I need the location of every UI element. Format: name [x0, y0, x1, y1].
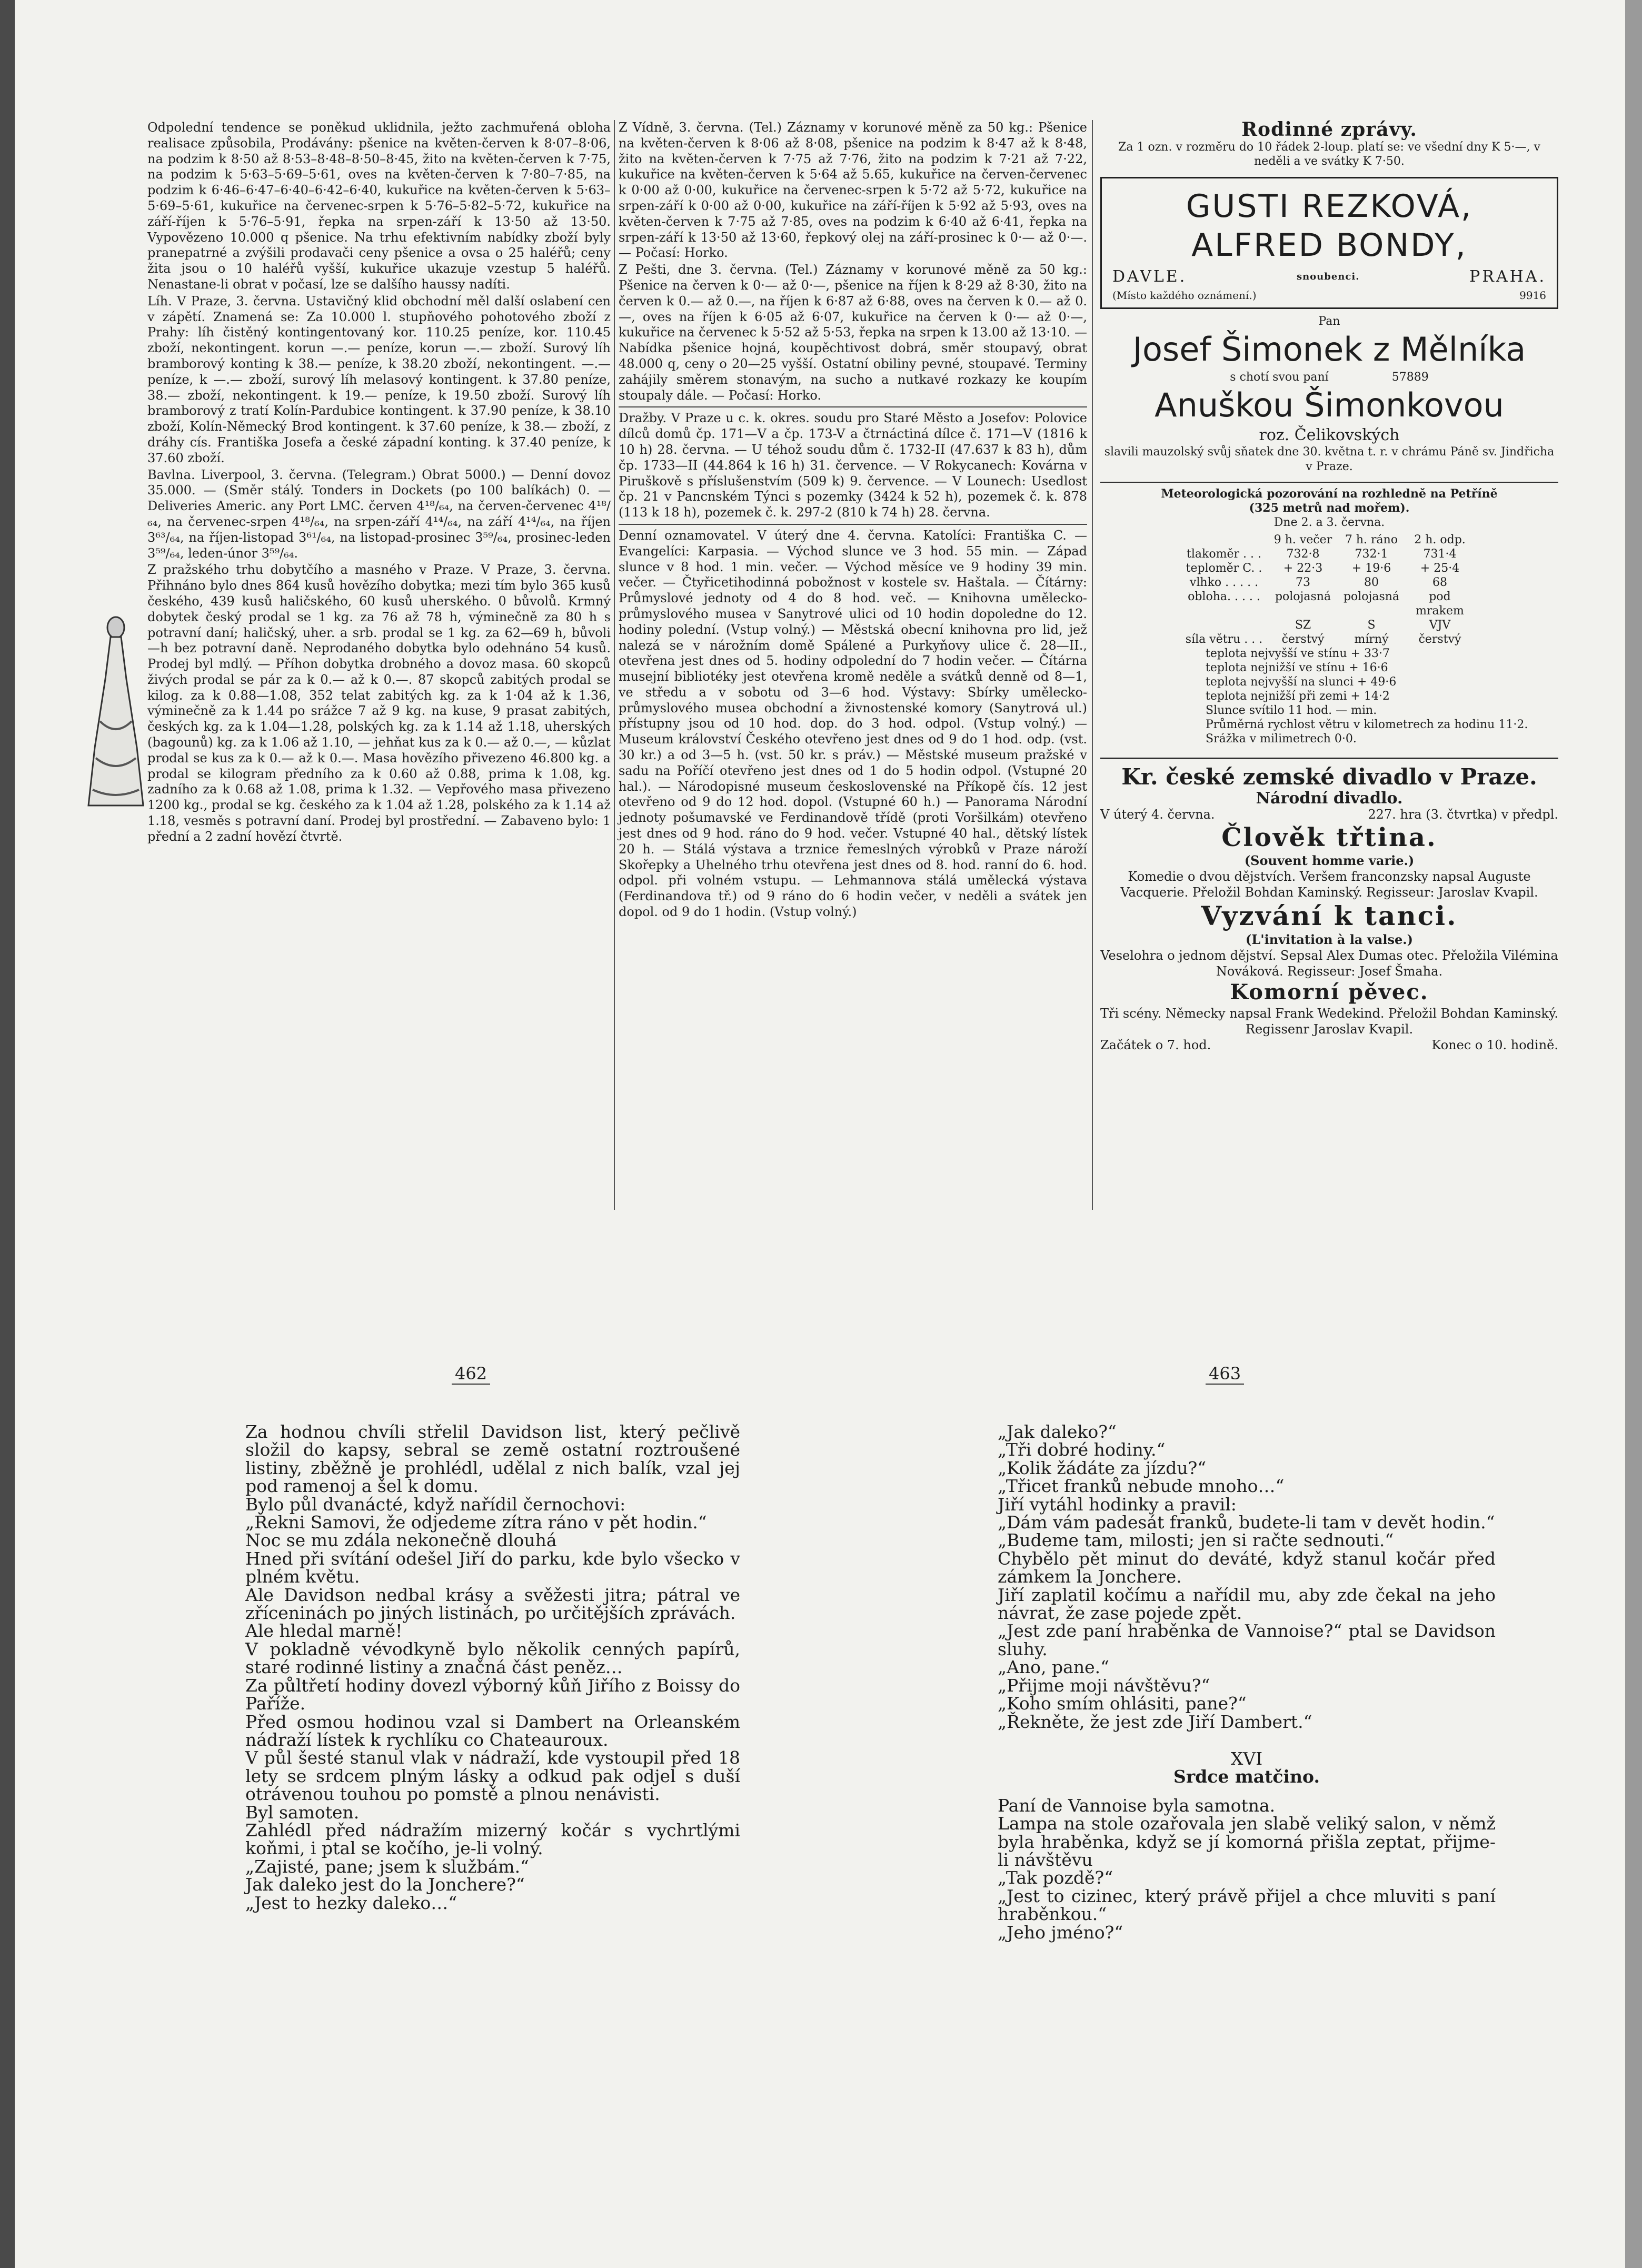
- market-paragraph: Z Pešti, dne 3. června. (Tel.) Záznamy v korunové měně za 50 kg.: Pšenice na červen k 0·— až 0·—, pšenice na říjen k 8·29 až 8·30, žito na červen k 0.— až 0.—, na říjen k 6·87 až 6·88, oves na červen k 0.— až 0.—, oves na říjen k 6·05 až 6·07, kukuřice na červen k 0·— až 0·—, kukuřice na červenec k 5·52 až 5·53, řepka na srpen k 13.00 až 13·10. — Nabídka pšenice hojná, koupěchtivost dobrá, směr stoupavý, obrat 48.000 q, ceny o 20—25 vyšší. Ostatní obiliny pevné, stoupavé. Terminy zahájily směrem stonavým, na sucho a nutkavé rozkazy ke koupím stoupaly dále. — Počasí: Horko.: [619, 262, 1087, 403]
- meteo-cell: obloha. . . . .: [1188, 590, 1260, 604]
- scan-edge-right: [1625, 0, 1642, 2268]
- meteo-cell: + 19·6: [1351, 562, 1391, 575]
- book-line: V pokladně vévodkyně bylo několik cenných papírů, staré rodinné listiny a značná část peněz…: [245, 1638, 740, 1678]
- play3-title: Komorní pěvec.: [1230, 980, 1429, 1005]
- book-line: „Dám vám padesát franků, budete-li tam v devět hodin.“: [998, 1512, 1495, 1533]
- book-line: „Budeme tam, milosti; jen si račte sednouti.“: [998, 1530, 1394, 1551]
- play2-title: Vyzvání k tanci.: [1201, 900, 1458, 932]
- book-line: „Jest to hezky daleko…“: [245, 1892, 457, 1913]
- scan-edge-left: [0, 0, 15, 2268]
- ad-rates: Za 1 ozn. v rozměru do 10 řádek 2-loup. platí se: ve všední dny K 5·—, v neděli a ve svátky K 7·50.: [1118, 140, 1540, 168]
- meteo-extra: Slunce svítilo 11 hod. — min.: [1206, 704, 1377, 718]
- book-line: „Jak daleko?“: [998, 1421, 1117, 1442]
- book-line: Noc se mu zdála nekonečně dlouhá: [245, 1530, 557, 1551]
- meteo-cell: 80: [1364, 576, 1379, 590]
- notice-footnote: (Místo každého oznámení.): [1112, 289, 1257, 302]
- wedding-number: 57889: [1391, 371, 1429, 384]
- book-line: „Ano, pane.“: [998, 1657, 1109, 1678]
- daily-announcer-paragraph: Denní oznamovatel. V úterý dne 4. června. Katolíci: Františka C. — Evangelíci: Karpasia. — Východ slunce ve 3 hod. 55 min. — Západ slunce v 8 hod. 1 min. večer. — Východ měsíce ve 9 hodiny 39 min. večer. — Čtyřicetihodinná pobožnost v kostele sv. Haštala. — Čítárny: Průmyslové jednoty od 4 do 8 hod. več. — Knihovna umělecko-průmyslového musea v Sanytrové ulici od 10 hodin dopoledne do 12. hodiny polední. (Vstup volný.) — Městská obecní knihovna pro lid, jež nalezá se v nárožním domě Spálené a Purkyňovy ulice č. 28—II., otevřena jest dnes od 5. hodiny odpolední do 7 hodin večer. — Čítárna musejní bibliotéky jest otevřena kromě neděle a svátků denně od 8—1, ve středu a v sobotu od 3—6 hod. Výstavy: Sbírky umělecko-průmyslového musea obchodní a živnostenské komory (Sanytrová ul.) přístupny jsou od 10 hod. dop. do 3 hod. odpol. (Vstup volný.) — Museum království Českého otevřeno jest dnes od 9 do 1 hod. odp. (vst. 30 kr.) a od 3—5 h. (vst. 50 kr. s práv.) — Městské museum pražské v sadu na Poříčí otevřeno jest dnes od 1 do 5 hodin odpol. (Vstupné 20 hal.). — Národopisné museum československé na Příkopě čís. 12 jest otevřeno od 9 do 12 hod. dopol. (Vstupné 60 h.) — Panorama Národní jednoty pošumavské ve Ferdinandově třídě (proti Voršilkám) otevřeno jest dnes od 9 hod. ráno do 9 hod. večer. Vstupné 40 hal., dětský lístek 20 h. — Stálá výstava a trznice řemeslných výrobků v Praze nároží Skořepky a Uhelného trhu otevřena jest dnes od 8. hod. ranní do 6. hod. odpol. při volném vstupu. — Lehmannova stálá umělecká výstava (Ferdinandova tř.) od 9 ráno do 6 hodin večer, v neděli a svátek jen dopol. od 9 do 1 hodin. (Vstup volný.): [619, 528, 1087, 920]
- meteo-cell: [1179, 618, 1269, 632]
- market-paragraph: Líh. V Praze, 3. června. Ustavičný klid obchodní měl další oslabení cen v zápětí. Znamená se: Za 10.000 l. stupňového pohotového zboží z Prahy: líh čistěný kontingentovaný kor. 110.25 peníze, kor. 110.45 zboží, nekontingent. korun —.— peníze, korun —.— zboží. Surový líh bramborový konting k 38.— peníze, k 38.20 zboží, nekontingent. —.— peníze, k —.— zboží, surový líh melasový kontingent. k 37.80 peníze, 38.— zboží, nekontingent. k 19.— peníze, k 19.50 zboží. Surový líh bramborový z tratí Kolín-Pardubice kontingent. k 37.90 peníze, k 38.10 zboží, Kolín-Německý Brod kontingent. k 37.60 peníze, k 38.— zboží, z dráhy cís. Františka Josefa a české západní konting. k 37.40 peníze, k 37.60 zboží.: [147, 293, 611, 465]
- meteo-cell: síla větru . . .: [1185, 633, 1263, 646]
- market-column-1: [147, 120, 611, 846]
- meteo-title: Meteorologická pozorování na rozhledně na Petříně: [1161, 487, 1498, 501]
- book-line: Jak daleko jest do la Jonchere?“: [245, 1874, 525, 1895]
- meteo-cell: polojasná: [1343, 590, 1400, 604]
- meteo-cell: 732·1: [1355, 548, 1388, 561]
- meteo-section: [1100, 482, 1558, 746]
- place-left: DAVLE.: [1112, 267, 1187, 286]
- book-line: Lampa na stole ozařovala jen slabě veliký salon, v němž byla hraběnka, když se jí komorná přišla zeptat, přijme-li návštěvu: [998, 1813, 1496, 1870]
- market-paragraph: Z Vídně, 3. června. (Tel.) Záznamy v korunové měně za 50 kg.: Pšenice na květen-červen k 8·06 až 8·08, pšenice na podzim k 8·47 až k 8·48, žito na květen-červen k 7·75 až 7·76, žito na podzim k 7·21 až 7·22, kukuřice na květen-červen k 5·64 až 5.65, kukuřice na červen-červenec k 0·00 až 0·00, kukuřice na červenec-srpen k 5·72 až 5·72, kukuřice na srpen-září k 0·00 až 0·00, kukuřice na září-říjen k 5·92 až 5·93, oves na květen-červen k 7·75 až 7·85, oves na podzim k 6·40 až 6·41, řepka na srpen-září k 13·50 až 13·60, řepkový olej na září-prosinec k 0·— až 0·—. — Počasí: Horko.: [619, 120, 1087, 261]
- book-line: „Jest zde paní hraběnka de Vannoise?“ ptal se Davidson sluhy.: [998, 1620, 1496, 1659]
- book-line: Jiří zaplatil kočímu a nařídil mu, aby zde čekal na jeho návrat, že zase pojede zpět.: [998, 1584, 1496, 1624]
- meteo-subtitle: (325 metrů nad mořem).: [1249, 501, 1410, 515]
- wedding-notice: [1100, 314, 1558, 474]
- theatre-sub: Národní divadlo.: [1256, 789, 1403, 808]
- theatre-heading: Kr. české zemské divadlo v Praze.: [1121, 764, 1537, 790]
- market-paragraph: Bavlna. Liverpool, 3. června. (Telegram.) Obrat 5000.) — Denní dovoz 35.000. — (Směr stálý. Tonders in Dockets (po 100 balíkách) 0. — Deliveries Americ. any Port LMC. červen 4¹⁸/₆₄, na červen-červenec 4¹⁸/₆₄, na červenec-srpen 4¹⁸/₆₄, na srpen-září 4¹⁴/₆₄, na září 4¹⁴/₆₄, na říjen 3⁶³/₆₄, na říjen-listopad 3⁶¹/₆₄, na listopad-prosinec 3⁵⁹/₆₄, prosinec-leden 3⁵⁹/₆₄, leden-únor 3⁵⁹/₆₄.: [147, 467, 611, 561]
- wedding-pan: Pan: [1318, 315, 1340, 329]
- bride-name: GUSTI REZKOVÁ,: [1186, 187, 1473, 225]
- meteo-extra: teplota nejnižší při zemi + 14·2: [1206, 690, 1390, 703]
- meteo-illustration: [79, 616, 153, 816]
- meteo-cell: 73: [1296, 576, 1310, 590]
- meteo-cell: 68: [1432, 576, 1447, 590]
- book-line: „Koho smím ohlásiti, pane?“: [998, 1693, 1247, 1714]
- meteo-extra: teplota nejnižší ve stínu + 16·6: [1206, 661, 1388, 675]
- meteo-cell: + 25·4: [1420, 562, 1460, 575]
- meteo-cell: S: [1367, 619, 1376, 632]
- book-line: Chybělo pět minut do deváté, když stanul kočár před zámkem la Jonchere.: [998, 1548, 1496, 1587]
- book-line: „Třicet franků nebude mnoho…“: [998, 1476, 1285, 1497]
- meteo-cell: 9 h. večer: [1273, 533, 1332, 547]
- meteo-cell: VJV: [1429, 619, 1451, 632]
- book-page-left: [245, 1423, 740, 1912]
- book-line: Jiří vytáhl hodinky a pravil:: [998, 1494, 1237, 1515]
- page-number-right: 463: [1206, 1364, 1244, 1384]
- meteo-extra: Srážka v milimetrech 0·0.: [1206, 732, 1357, 746]
- meteo-extra: teplota nejvyšší na slunci + 49·6: [1206, 675, 1397, 689]
- theatre-section: [1100, 758, 1558, 1053]
- book-line: „Přijme moji návštěvu?“: [998, 1675, 1210, 1696]
- book-line: Před osmou hodinou vzal si Dambert na Orleanském nádraží lístek k rychlíku co Chateauroux.: [245, 1711, 740, 1750]
- book-line: „Tak pozdě?“: [998, 1867, 1113, 1888]
- meteo-cell: mírný: [1354, 633, 1389, 646]
- meteo-dates: Dne 2. a 3. června.: [1273, 516, 1385, 530]
- meteo-cell: vlhko . . . . .: [1189, 576, 1259, 590]
- wedding-nee: roz. Čelikovských: [1259, 426, 1400, 445]
- column-divider: [1092, 120, 1093, 1210]
- market-column-2: [619, 120, 1087, 921]
- meteo-cell: 2 h. odp.: [1414, 533, 1466, 547]
- meteo-cell: SZ: [1295, 619, 1311, 632]
- play1-desc: Komedie o dvou dějstvích. Veršem franconzsky napsal Auguste Vacquerie. Přeložil Bohdan Kaminský. Regisseur: Jaroslav Kvapil.: [1120, 869, 1538, 900]
- notices-column: [1100, 120, 1558, 1053]
- wedding-groom: Josef Šimonek z Mělníka: [1132, 330, 1526, 369]
- meteo-cell: 731·4: [1423, 548, 1457, 561]
- groom-name: ALFRED BONDY,: [1191, 226, 1467, 264]
- meteo-cell: čerstvý: [1281, 633, 1325, 646]
- family-news-heading: Rodinné zprávy.: [1241, 118, 1417, 141]
- wedding-with: s chotí svou paní: [1230, 371, 1329, 384]
- book-line: Za půltřetí hodiny dovezl výborný kůň Jiřího z Boissy do Paříže.: [245, 1675, 740, 1714]
- theatre-date: V úterý 4. června.: [1100, 807, 1215, 822]
- play2-subtitle: (L'invitation à la valse.): [1246, 932, 1413, 948]
- book-line: „Zajisté, pane; jsem k službám.“: [245, 1856, 529, 1877]
- play1-subtitle: (Souvent homme varie.): [1244, 853, 1415, 869]
- book-line: V půl šesté stanul vlak v nádraží, kde vystoupil před 18 lety se srdcem plným lásky a odkud pak odjel s duší otrávenou touhou po pomstě a plnou nenávisti.: [245, 1747, 740, 1805]
- book-line: „Jeho jméno?“: [998, 1922, 1123, 1943]
- book-line: Zahlédl před nádražím mizerný kočár s vychrtlými koňmi, i ptal se kočího, je-li volný.: [245, 1819, 740, 1859]
- meteo-extra: teplota nejvyšší ve stínu + 33·7: [1206, 647, 1390, 661]
- meteo-cell: teploměr C. .: [1186, 562, 1262, 575]
- meteo-cell: čerstvý: [1418, 633, 1461, 646]
- book-line: Bylo půl dvanácté, když nařídil černochovi:: [245, 1494, 626, 1515]
- book-line: Hned při svítání odešel Jiří do parku, kde bylo všecko v plném květu.: [245, 1548, 740, 1587]
- meteo-extra: Průměrná rychlost větru v kilometrech za hodinu 11·2.: [1206, 718, 1528, 732]
- book-line: „Řekněte, že jest zde Jiří Dambert.“: [998, 1711, 1312, 1732]
- chapter-title: Srdce matčino.: [1173, 1766, 1320, 1787]
- book-line: Paní de Vannoise byla samotna.: [998, 1795, 1276, 1816]
- meteo-table: [1179, 533, 1558, 646]
- wedding-text: slavili mauzolský svůj sňatek dne 30. května t. r. v chrámu Páně sv. Jindřicha v Praze.: [1104, 445, 1555, 474]
- play2-desc: Veselohra o jednom dějství. Sepsal Alex Dumas otec. Přeložila Vilémina Nováková. Regisseur: Josef Šmaha.: [1100, 948, 1558, 979]
- theatre-end: Konec o 10. hodině.: [1431, 1038, 1558, 1053]
- market-paragraph: Z pražského trhu dobytčího a masného v Praze. V Praze, 3. června. Přihnáno bylo dnes 864 kusů hovězího dobytka; mezi tím bylo 365 kusů českého, 439 kusů haličského, 60 kusů uherského. 0 bůvolů. Krmný dobytek český prodal se 1 kg. za 76 až 78 h, výminečně za 80 h s potravní daní; haličský, uher. a srb. prodal se 1 kg. za 62—69 h, bůvoli —h bez potravní daně. Neprodaného dobytka bylo odehnáno 54 kusů. Prodej byl mdlý. — Příhon dobytka drobného a dovoz masa. 60 skopců živých prodal se pár za k 0.— až k 0.—. 87 skopců zabitých prodal se kilog. za k 0.88—1.08, 352 telat zabitých kg. za k 1·04 až k 1.36, výminečně za k 1.44 po srážce 7 až 9 kg. na kuse, 9 prasat zabitých, českých kg. za k 1.04—1.28, polských kg. za k 1.14 až 1.18, uherských (bagounů) kg. za k 1.06 až 1.10, — jehňat kus za k 0.— až 0.—, — kůzlat prodal se kus za k 0.— až k 0.—. Masa hovězího přivezeno 46.800 kg. a prodal se kilogram předního za k 0.60 až 0.88, prima k 1.08, kg. zadního za k 0.68 až 1.08, prima k 1.32. — Vepřového masa přivezeno 1200 kg., prodal se kg. českého za k 1.04 až 1.28, polského za k 1.14 až 1.18, vesměs s potravní daní. Prodej byl prostřední. — Zabaveno bylo: 1 přední a 2 zadní hovězí čtvrtě.: [147, 562, 611, 844]
- meteo-cell: pod mrakem: [1416, 590, 1464, 618]
- page-number-left: 462: [452, 1364, 490, 1384]
- meteo-cell: 732·8: [1286, 548, 1320, 561]
- place-right: PRAHA.: [1469, 267, 1546, 286]
- chapter-number: XVI: [1230, 1748, 1263, 1769]
- book-line: „Tři dobré hodiny.“: [998, 1439, 1166, 1460]
- column-divider: [614, 120, 615, 1210]
- engaged-label: snoubenci.: [1296, 271, 1360, 282]
- book-line: „Řekni Samovi, že odjedeme zítra ráno v pět hodin.“: [245, 1512, 707, 1533]
- meteo-cell: [1179, 533, 1269, 547]
- meteo-cell: 7 h. ráno: [1345, 533, 1398, 547]
- theatre-show: 227. hra (3. čtvrtka) v předpl.: [1368, 807, 1558, 822]
- auction-paragraph: Dražby. V Praze u c. k. okres. soudu pro Staré Město a Josefov: Polovice dílců domů čp. 171—V a čp. 173-V a čtrnáctiná dílce č. 171—V (1816 k 10 h) 28. června. — U téhož soudu dům č. 1732-II (47.637 k 83 h), dům čp. 1733—II (44.864 k 16 h) 31. července. — V Rokycanech: Kovárna v Piruškově s příslušenstvím (509 k) 9. července. — V Lounech: Usedlost čp. 21 v Pancnském Týnci s pozemky (3424 k 52 h), pozemek č. k. 878 (113 k 18 h), pozemek č. k. 297-2 (810 k 74 h) 28. června.: [619, 411, 1087, 520]
- market-paragraph: Odpolední tendence se poněkud uklidnila, ježto zachmuřená obloha realisace způsobila, Prodávány: pšenice na květen-červen k 8·07–8·06, na podzim k 8·50 až 8·53–8·48–8·50–8·45, žito na květen-červen k 7·75, na podzim k 5·63–5·69–5·61, oves na květen-červen k 7·80–7·85, na podzim k 6·46–6·47–6·40–6·42–6·40, kukuřice na květen-červen k 5·63–5·69–5·61, kukuřice na červenec-srpen k 5·76–5·82–5·72, kukuřice na září-říjen k 5·76–5·91, řepka na srpen-září k 13·50 až 13·50. Vypovězeno 10.000 q pšenice. Na trhu efektivním nabídky zboží byly pranepatrné a zvýšili prodavači ceny pšenice a ovsa o 25 haléřů; ceny žita jsou o 10 haléřů vyšší, kukuřice ukazuje vzestup 5 haléřů. Nenastane-li obrat v počasí, lze se dalšího haussy nadíti.: [147, 120, 611, 292]
- book-line: „Jest to cizinec, který právě přijel a chce mluviti s paní hraběnkou.“: [998, 1885, 1496, 1925]
- meteo-cell: tlakoměr . . .: [1187, 548, 1261, 561]
- book-line: Za hodnou chvíli střelil Davidson list, který pečlivě složil do kapsy, sebral se země ostatní roztroušené listiny, zběžně je prohlédl, udělal z nich balík, vzal jej pod ramenoj a šel k domu.: [245, 1421, 740, 1497]
- book-line: Ale hledal marně!: [245, 1620, 403, 1642]
- play3-desc: Tři scény. Německy napsal Frank Wedekind. Přeložil Bohdan Kaminský. Regissenr Jaroslav Kvapil.: [1100, 1006, 1558, 1037]
- book-line: „Kolik žádáte za jízdu?“: [998, 1457, 1207, 1478]
- book-page-right: [998, 1423, 1496, 1942]
- meteo-cell: + 22·3: [1283, 562, 1323, 575]
- wedding-bride: Anuškou Šimonkovou: [1155, 386, 1504, 425]
- book-line: Byl samoten.: [245, 1802, 360, 1823]
- play1-title: Člověk třtina.: [1221, 823, 1437, 853]
- meteo-cell: polojasná: [1275, 590, 1331, 604]
- book-line: Ale Davidson nedbal krásy a svěžesti jitra; pátral ve zříceninách po jiných listinách, po určitějších zprávách.: [245, 1584, 740, 1624]
- engagement-notice: [1100, 177, 1558, 310]
- notice-number: 9916: [1519, 289, 1546, 302]
- theatre-start: Začátek o 7. hod.: [1100, 1038, 1211, 1053]
